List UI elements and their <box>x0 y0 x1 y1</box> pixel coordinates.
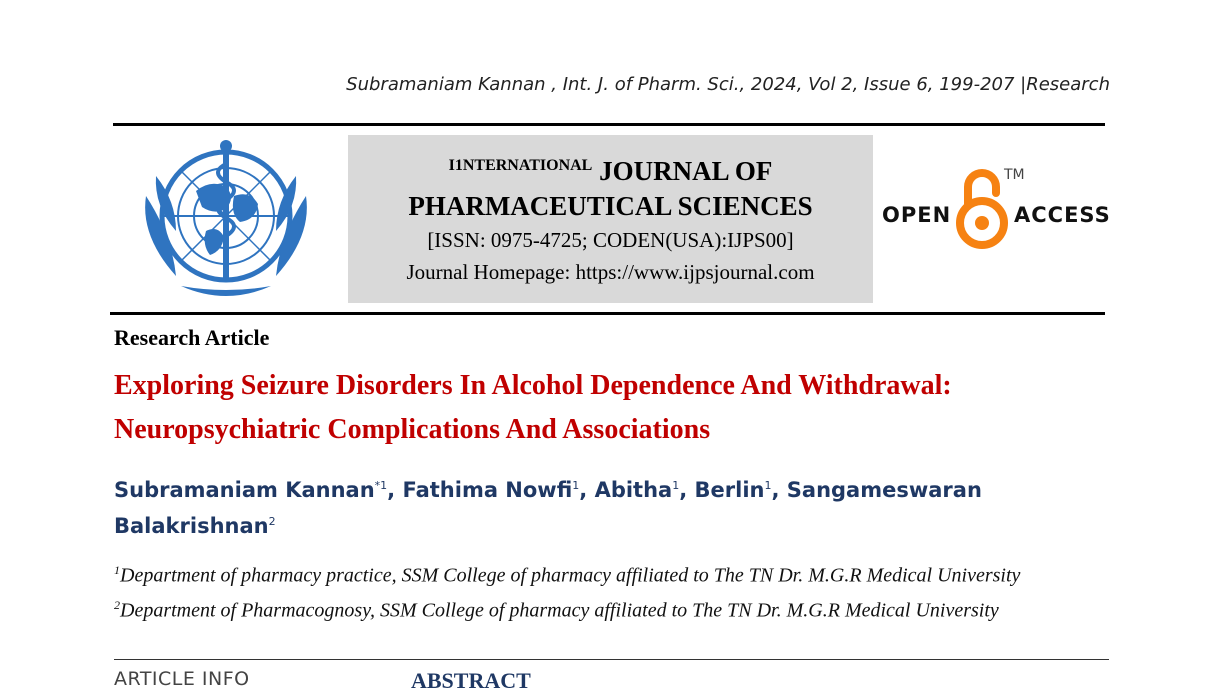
abstract-heading: ABSTRACT <box>411 668 531 693</box>
author-name: Sangameswaran Balakrishnan <box>114 478 982 538</box>
author-sep: , <box>679 478 695 502</box>
author-name: Abitha <box>594 478 673 502</box>
article-title-line1: Exploring Seizure Disorders In Alcohol Dependence And Withdrawal: <box>114 370 952 401</box>
author-sup: 1 <box>572 479 580 492</box>
journal-homepage: Journal Homepage: https://www.ijpsjournal.com <box>406 260 815 284</box>
top-rule <box>113 123 1105 126</box>
affiliation-item <box>114 556 1114 591</box>
journal-name-line2: PHARMACEUTICAL SCIENCES <box>408 191 813 221</box>
author-sup: 1 <box>672 479 680 492</box>
open-access-open-text: OPEN <box>882 203 952 227</box>
un-emblem-logo <box>126 136 326 306</box>
affiliation-item <box>114 591 1114 626</box>
author-name: Fathima Nowfi <box>402 478 573 502</box>
author-sep: , <box>579 478 595 502</box>
affiliation-sup: 2 <box>114 597 120 612</box>
trademark-mark: TM <box>1004 167 1025 183</box>
journal-name-line1 <box>348 149 873 188</box>
author-name: Berlin <box>694 478 765 502</box>
author-name: Subramaniam Kannan <box>114 478 375 502</box>
section-divider <box>114 659 1109 660</box>
journal-banner <box>348 135 873 303</box>
author-sup: 2 <box>268 515 276 528</box>
open-access-logo <box>880 165 1110 255</box>
affiliation-sup: 1 <box>114 563 120 577</box>
open-access-access-text: ACCESS <box>1014 203 1111 227</box>
author-sep: , <box>387 478 403 502</box>
article-title <box>114 364 1114 452</box>
journal-issn: [ISSN: 0975-4725; CODEN(USA):IJPS00] <box>427 228 794 252</box>
author-sup: *1 <box>374 479 388 492</box>
article-title-line2: Neuropsychiatric Complications And Associations <box>114 414 711 445</box>
citation-header: Subramaniam Kannan , Int. J. of Pharm. Sci., 2024, Vol 2, Issue 6, 199-207 |Research <box>346 74 1110 95</box>
journal-name-main: JOURNAL OF <box>599 156 773 186</box>
affiliation-text: Department of pharmacy practice, SSM College of pharmacy affiliated to The TN Dr. M.G.R Medical University <box>120 564 1021 587</box>
journal-name-prefix: I1NTERNATIONAL <box>448 157 593 174</box>
article-type: Research Article <box>114 325 270 350</box>
article-info-heading: ARTICLE INFO <box>114 668 250 690</box>
affiliation-list <box>114 556 1114 625</box>
author-sep: , <box>771 478 787 502</box>
author-list <box>114 470 1114 542</box>
header-bottom-rule <box>110 312 1105 315</box>
affiliation-text: Department of Pharmacognosy, SSM College of pharmacy affiliated to The TN Dr. M.G.R Medical University <box>120 599 999 622</box>
author-sup: 1 <box>764 479 772 492</box>
